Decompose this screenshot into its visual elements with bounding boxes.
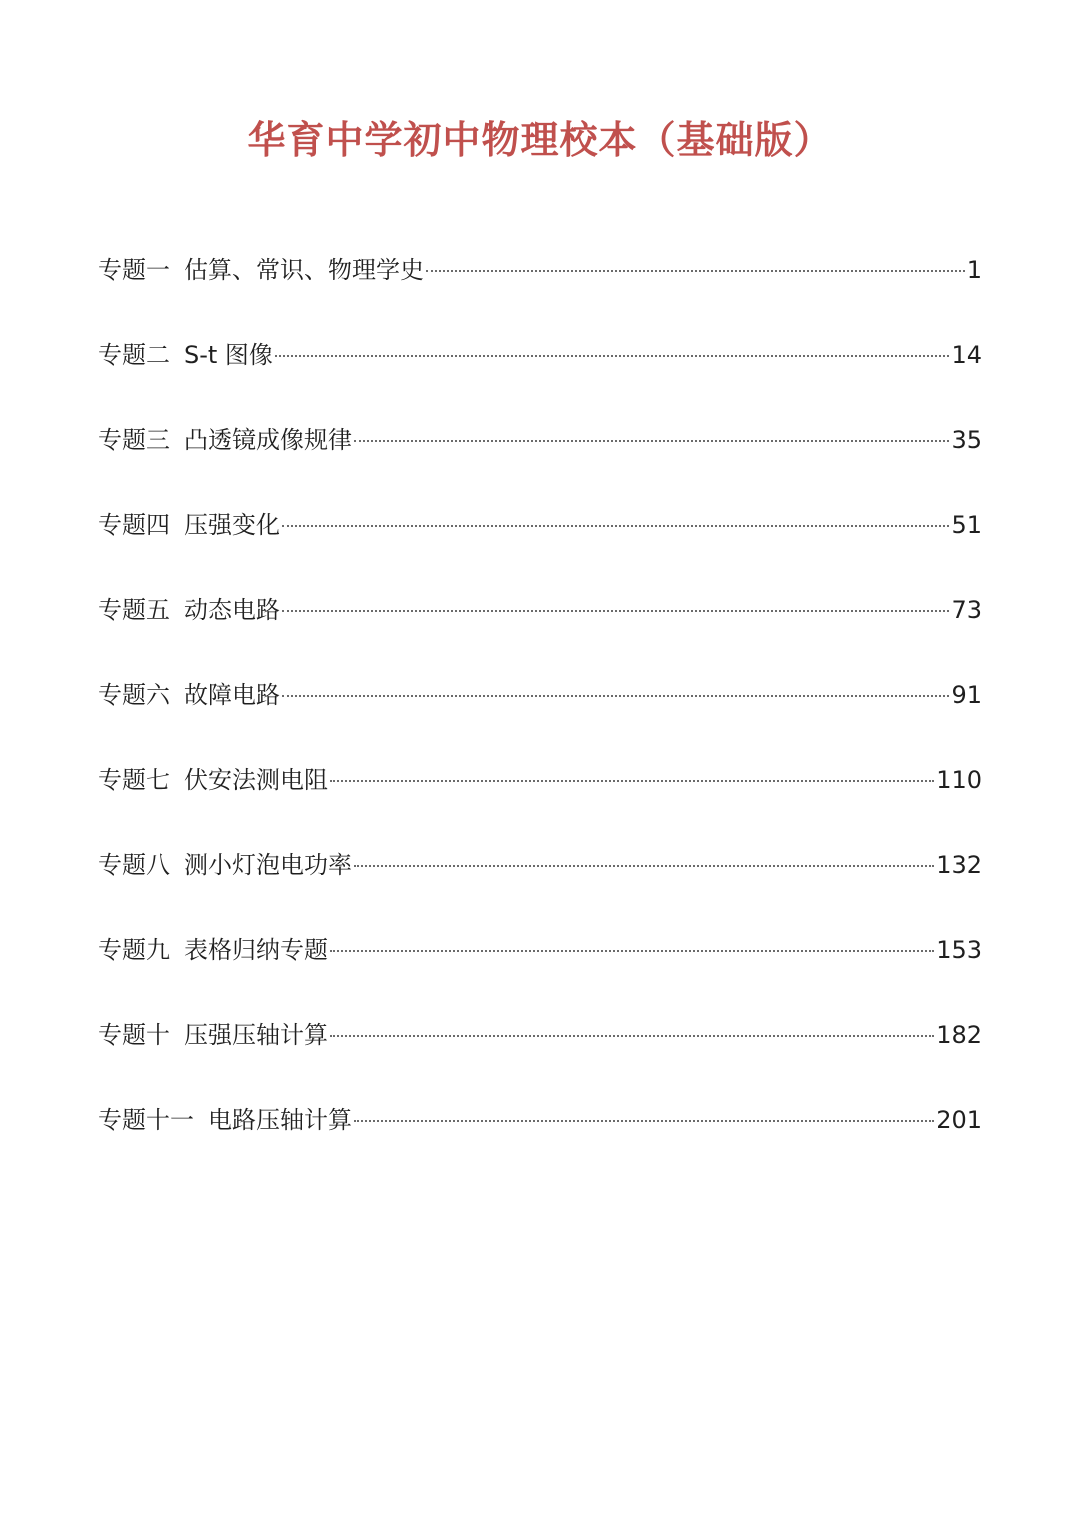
toc-leader-dots	[354, 440, 949, 442]
toc-label: 专题十一	[98, 1106, 194, 1134]
toc-label: 专题五	[98, 596, 170, 624]
toc-entry-8[interactable]	[98, 841, 982, 926]
toc-label: 专题十	[98, 1021, 170, 1049]
toc-page-number: 35	[951, 426, 982, 454]
toc-title: 动态电路	[184, 596, 280, 624]
toc-page-number: 182	[936, 1021, 982, 1049]
toc-label: 专题四	[98, 511, 170, 539]
toc-title: 测小灯泡电功率	[184, 851, 352, 879]
toc-entry-4[interactable]	[98, 501, 982, 586]
toc-page-number: 51	[951, 511, 982, 539]
toc-page-number: 201	[936, 1106, 982, 1134]
toc-page-number: 1	[966, 256, 982, 284]
toc-leader-dots	[330, 780, 934, 782]
toc-page-number: 153	[936, 936, 982, 964]
toc-entry-2[interactable]	[98, 331, 982, 416]
toc-entry-9[interactable]	[98, 926, 982, 1011]
toc-leader-dots	[282, 525, 949, 527]
toc-title: 表格归纳专题	[184, 936, 328, 964]
toc-leader-dots	[354, 1120, 934, 1122]
toc-label: 专题七	[98, 766, 170, 794]
toc-label: 专题六	[98, 681, 170, 709]
toc-title: 压强压轴计算	[184, 1021, 328, 1049]
toc-label: 专题二	[98, 341, 170, 369]
document-title: 华育中学初中物理校本（基础版）	[247, 118, 833, 162]
toc-label: 专题九	[98, 936, 170, 964]
toc-entry-1[interactable]	[98, 246, 982, 331]
toc-entry-6[interactable]	[98, 671, 982, 756]
toc-title: 凸透镜成像规律	[184, 426, 352, 454]
toc-page-number: 110	[936, 766, 982, 794]
toc-leader-dots	[282, 610, 949, 612]
toc-page-number: 14	[951, 341, 982, 369]
toc-entry-10[interactable]	[98, 1011, 982, 1096]
toc-page-number: 132	[936, 851, 982, 879]
toc-entry-7[interactable]	[98, 756, 982, 841]
toc-leader-dots	[282, 695, 949, 697]
toc-label: 专题一	[98, 256, 170, 284]
toc-entry-11[interactable]	[98, 1096, 982, 1181]
toc-leader-dots	[426, 270, 965, 272]
toc-entry-5[interactable]	[98, 586, 982, 671]
toc-entry-3[interactable]	[98, 416, 982, 501]
toc-leader-dots	[330, 950, 934, 952]
toc-title: 故障电路	[184, 681, 280, 709]
toc-label: 专题八	[98, 851, 170, 879]
toc-label: 专题三	[98, 426, 170, 454]
toc-page-number: 91	[951, 681, 982, 709]
table-of-contents	[98, 246, 982, 1181]
toc-title: 电路压轴计算	[208, 1106, 352, 1134]
toc-title: 伏安法测电阻	[184, 766, 328, 794]
toc-title: 压强变化	[184, 511, 280, 539]
toc-leader-dots	[354, 865, 934, 867]
toc-title: 估算、常识、物理学史	[184, 256, 424, 284]
toc-title: S-t 图像	[184, 341, 273, 369]
toc-page-number: 73	[951, 596, 982, 624]
toc-leader-dots	[330, 1035, 934, 1037]
toc-leader-dots	[275, 355, 950, 357]
